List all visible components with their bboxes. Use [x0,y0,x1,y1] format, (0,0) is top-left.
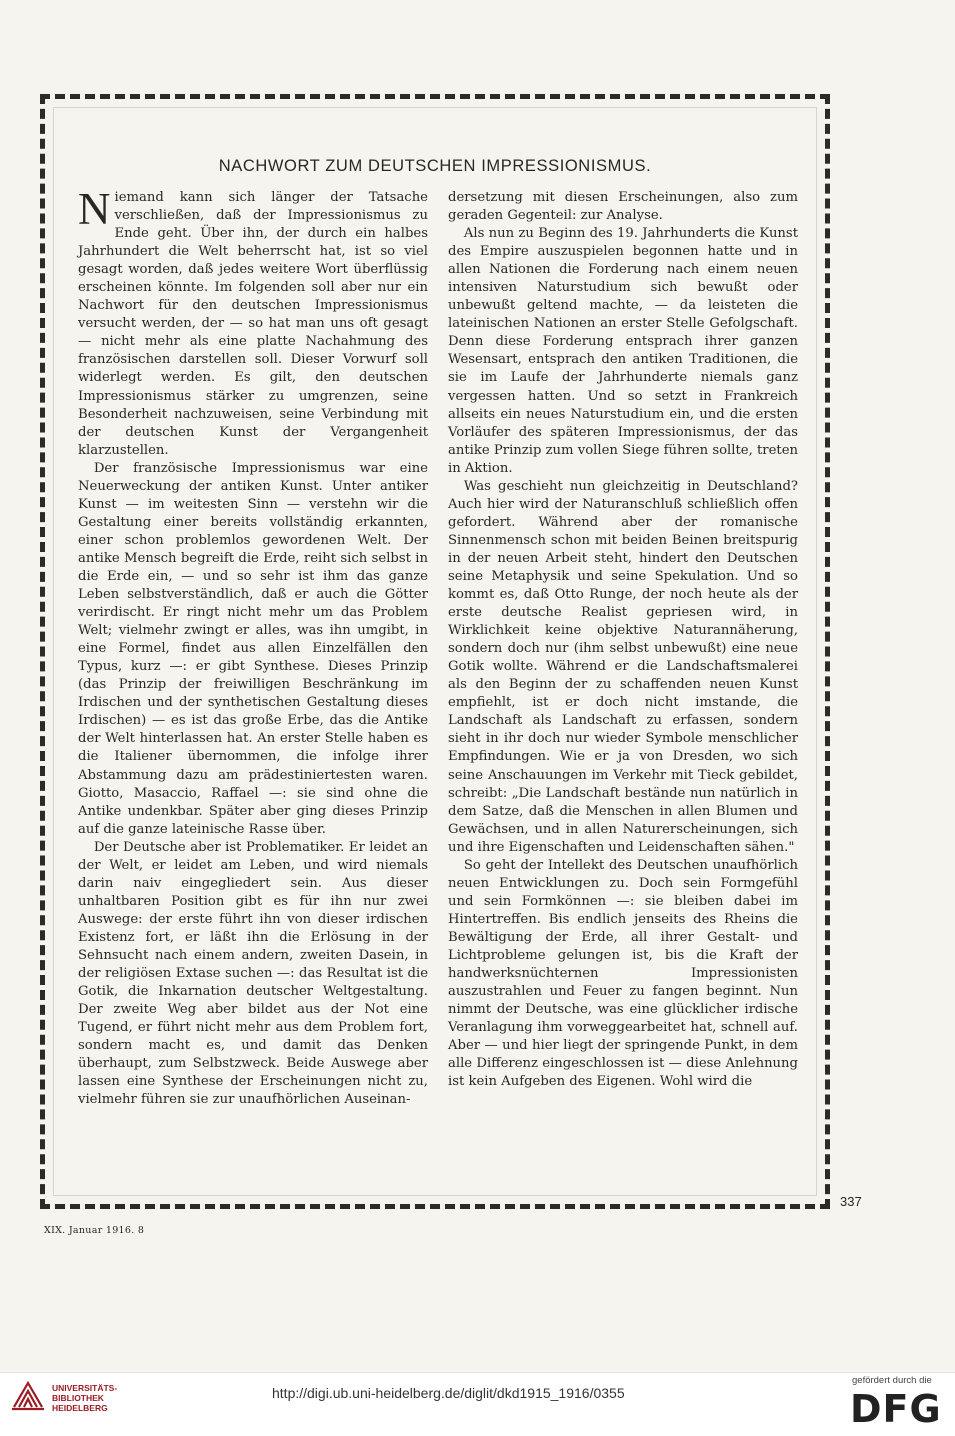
article-title: NACHWORT ZUM DEUTSCHEN IMPRESSIONISMUS. [218,157,652,175]
paragraph: Was geschieht nun gleichzeitig in Deutschland? Auch hier wird der Naturanschluß schließlich offen gefordert. Während aber der romanische Sinnenmensch schon mit beiden Beinen breitspurig in der neuen Arbeit steht, hindert den Deutschen seine Metaphysik und seine Spekulation. Und so kommt es, daß Otto Runge, der noch heute als der erste deutsche Realist gepriesen wird, in Wirklichkeit keine objektive Naturannäherung, sondern doch nur (ihm selbst unbewußt) eine neue Gotik wollte. Während er die Landschaftsmalerei als den Beginn der zu schaffenden neuen Kunst empfiehlt, ist er doch nicht imstande, die Landschaft als Landschaft zu erfassen, sondern sieht in ihr doch nur wieder Symbole menschlicher Empfindungen. Wie er ja von Dresden, wo sich seine Anschauungen im Verkehr mit Tieck gebildet, schreibt: „Die Landschaft bestände nun natürlich in dem Satze, daß die Menschen in allen Blumen und Gewächsen, und in allen Naturerscheinungen, sich und ihre Eigenschaften und Leidenschaften sähen." [448,478,798,855]
footer-bar [0,1372,955,1436]
paragraph [78,184,428,460]
library-name[interactable] [52,1383,117,1413]
paragraph: dersetzung mit diesen Erscheinungen, also zum geraden Gegenteil: zur Analyse. [448,190,798,224]
paragraph-text: iemand kann sich länger der Tatsache verschließen, daß der Impressionismus zu Ende geht. Über ihn, der durch ein halbes Jahrhundert die Welt beherrscht hat, ist so viel gesagt worden, daß jedes weitere Wort überflüssig erscheinen könnte. Im folgenden soll aber nur ein Nachwort für den deutschen Impressionismus versucht werden, der — so hat man uns oft gesagt — nicht mehr als eine platte Nachahmung des französischen darstellen soll. Dieser Vorwurf soll widerlegt werden. Es gilt, den deutschen Impressionismus stärker zu umgrenzen, seine Besonderheit nachzuweisen, seine Verbindung mit der deutschen Kunst der Vergangenheit klarzustellen. [78,190,428,458]
right-column [448,189,798,1091]
library-name-line: BIBLIOTHEK [52,1393,104,1403]
paragraph: Als nun zu Beginn des 19. Jahrhunderts die Kunst des Empire auszuspielen begonnen hatte und in allen Nationen die Forderung nach einem neuen intensiven Naturstudium sich bewußt oder unbewußt geltend machte, — da leisteten die lateinischen Nationen an erster Stelle Gefolgschaft. Denn diese Forderung entsprach ihrer ganzen Wesensart, entsprach den antiken Traditionen, die sie im Laufe der Jahrhunderte niemals ganz vergessen hatten. Und so setzt in Frankreich allseits ein neues Naturstudium ein, und die ersten Vorläufer des späteren Impressionismus, der das antike Prinzip zum vollen Siege führen sollte, treten in Aktion. [448,226,798,476]
dfg-logo[interactable]: DFG [850,1387,942,1431]
paragraph: Der französische Impressionismus war eine Neuerweckung der antiken Kunst. Unter antiker Kunst — im weitesten Sinn — verstehn wir die Gestaltung einer bereits vollständig erkannten, einer schon problemlos gewordenen Welt. Der antike Mensch begreift die Erde, reiht sich selbst in die Erde ein, — und so sehr ist ihm das ganze Leben selbstverständlich, daß er auch die Götter verirdischt. Er ringt nicht mehr um das Problem Welt; vielmehr zwingt er alles, was ihn umgibt, in eine Formel, findet aus allen Einzelfällen den Typus, kurz —: er gibt Synthese. Dieses Prinzip (das Prinzip der freiwilligen Beschränkung im Irdischen und der synthetischen Gestaltung dieses Irdischen) — es ist das große Erbe, das die Antike der Welt hinterlassen hat. An erster Stelle haben es die Italiener übernommen, die infolge ihrer Abstammung dazu am prädestiniertesten waren. Giotto, Masaccio, Raffael —: sie sind ohne die Antike undenkbar. Später aber ging dieses Prinzip auf die ganze lateinische Rasse über. [78,460,428,837]
page-number: 337 [840,1194,862,1209]
library-name-line: UNIVERSITÄTS- [52,1383,118,1393]
left-column [78,184,428,1109]
library-name-line: HEIDELBERG [52,1403,108,1413]
library-logo-icon[interactable] [10,1377,46,1413]
paragraph: Der Deutsche aber ist Problematiker. Er leidet an der Welt, er leidet am Leben, und wird niemals darin naiv eingegliedert sein. Aus dieser unhaltbaren Position gibt es für ihn nur zwei Auswege: der erste führt ihn von dieser irdischen Existenz fort, er läßt ihn die Erlösung in der Sehnsucht nach einem andern, zweiten Dasein, in der religiösen Extase suchen —: das Resultat ist die Gotik, die Inkarnation deutscher Weltgestaltung. Der zweite Weg aber bildet aus der Not eine Tugend, er führt nicht mehr aus dem Problem fort, sondern macht es, und damit das Denken überhaupt, zum Selbstzweck. Beide Auswege aber lassen eine Synthese der Erscheinungen nicht zu, vielmehr führen sie zur unaufhörlichen Auseinan- [78,839,428,1108]
funding-caption: gefördert durch die [852,1375,932,1386]
issue-line: XIX. Januar 1916. 8 [44,1225,145,1236]
paragraph: So geht der Intellekt des Deutschen unaufhörlich neuen Entwicklungen zu. Doch sein Formgefühl und sein Formkönnen —: sie bleiben dabei im Hintertreffen. Bis endlich jenseits des Rheins die Bewältigung der Erde, all ihrer Gestalt- und Lichtprobleme gelungen ist, bis die Kraft der handwerksnüchternen Impressionisten auszustrahlen und Feuer zu fangen beginnt. Nun nimmt der Deutsche, was eine glücklicher irdische Veranlagung ihm vorweggearbeitet hat, schnell auf. Aber — und hier liegt der springende Punkt, in dem alle Differenz eingeschlossen ist — diese Anlehnung ist kein Aufgeben des Eigenen. Wohl wird die [448,857,798,1090]
drop-cap: N [78,184,111,234]
permalink-url[interactable]: http://digi.ub.uni-heidelberg.de/diglit/dkd1915_1916/0355 [272,1385,625,1401]
